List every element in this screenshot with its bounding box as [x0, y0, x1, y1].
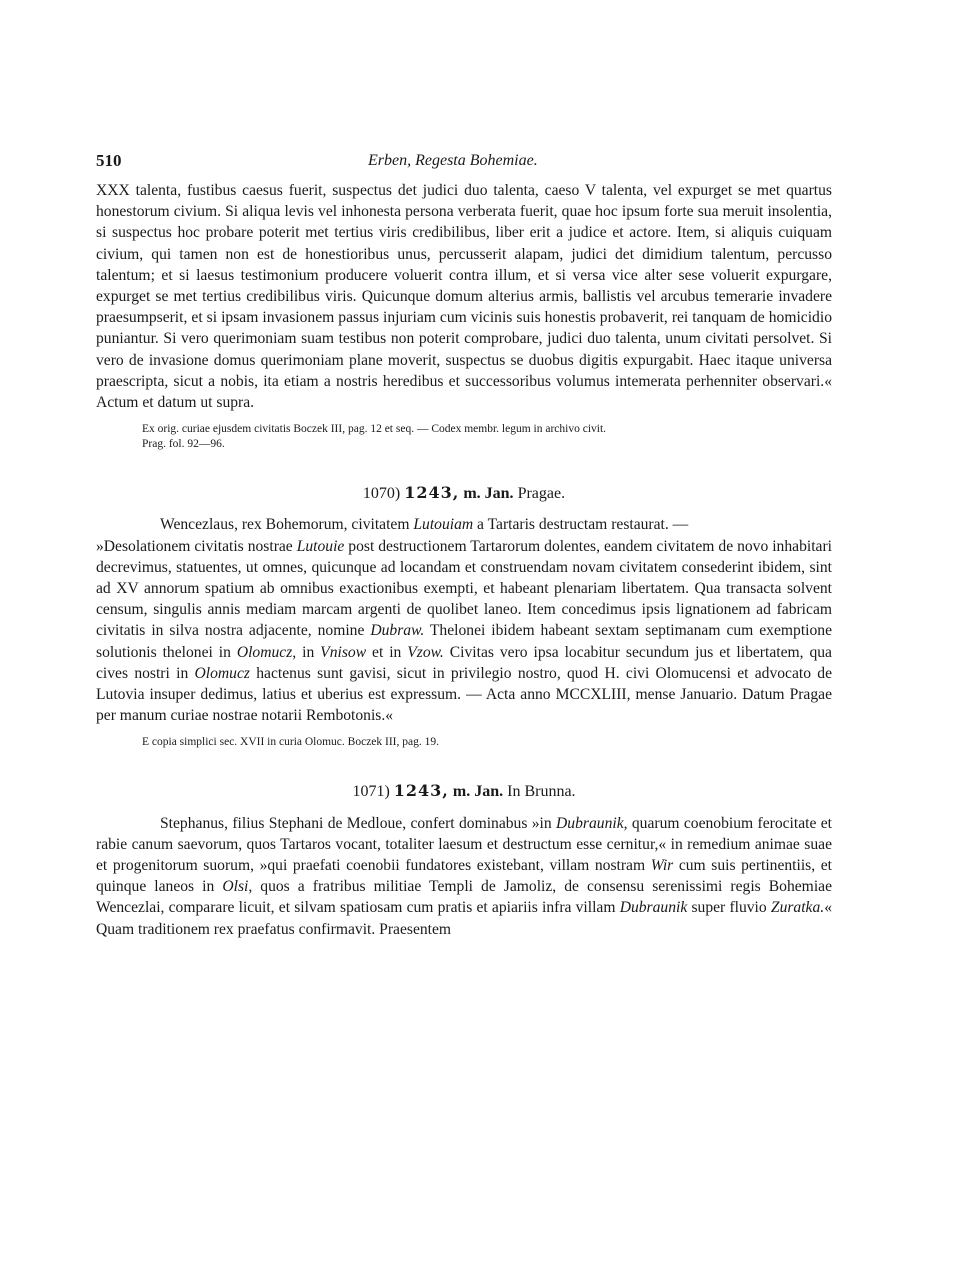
source-line-2: Prag. fol. 92—96.: [142, 438, 225, 451]
entry-1070-source: E copia simplici sec. XVII in curia Olomuc. Boczek III, pag. 19.: [142, 736, 439, 749]
document-page: [96, 150, 832, 940]
entry-year: 1243,: [393, 781, 449, 801]
entry-number: 1071): [352, 783, 390, 801]
entry-place: In Brunna.: [507, 783, 576, 801]
entry-month: m. Jan.: [452, 783, 504, 801]
page-number: 510: [96, 151, 122, 170]
entry-year: 1243,: [404, 483, 460, 503]
intro-source-note: [96, 422, 832, 452]
source-line-1: Ex orig. curiae ejusdem civitatis Boczek III, pag. 12 et seq. — Codex membr. legum in archivo civit.: [142, 423, 607, 436]
entry-1070-summary: Wencezlaus, rex Bohemorum, civitatem Lutouiam a Tartaris destructam restaurat. —: [160, 516, 689, 534]
running-head: Erben, Regesta Bohemiae.: [368, 152, 538, 169]
page-header: [96, 150, 832, 180]
intro-paragraph: XXX talenta, fustibus caesus fuerit, suspectus det judici duo talenta, caeso V talenta, vel expurget se met quartus honestorum civium. Si aliqua levis vel inhonesta persona verberata fuerit, quae hoc ipsum forte sua meruit insolentia, si suspectus hoc probare poterit met tertius viris credibilibus, liber erit a judice et actore. Item, si aliquis cuiquam civium, qui tamen non est de honestioribus unus, percusserit alapam, judici det dimidium talentum, percusso talentum; et si laesus testimonium producere voluerit contra illum, et si versa vice alter sese voluerit expurgare, expurget se met tertius credibilibus viris. Quicunque domum alterius armis, ballistis vel arcubus temerarie invadere praesumpserit, et si ipsam invasionem passus injuriam cum vicinis suis honestis probaverit, rei tanquam de homicidio puniantur. Si vero querimoniam suam testibus non poterit comprobare, judici duo talenta, unum civitati persolvet. Si vero de invasione domus querimoniam plane moverit, suspectus se duobus digitis expurgabit. Haec itaque universa praescripta, sicut a nobis, ita etiam a nostris heredibus et successoribus volumus intemerata perhenniter observari.« Actum et datum ut supra.: [96, 182, 832, 412]
entry-1071-heading: [96, 780, 832, 802]
entry-place: Pragae.: [517, 485, 566, 503]
entry-month: m. Jan.: [463, 485, 514, 503]
entry-number: 1070): [362, 485, 401, 503]
entry-1070-heading: [96, 482, 832, 504]
entry-1071-text: Stephanus, filius Stephani de Medloue, confert dominabus »in Dubraunik, quarum coenobium ferocitate et rabie canum saevorum, quos Tartaros vocant, totaliter laesum et destructum esse cernitur,« in remedium animae suae et progenitorum suorum, »qui praefati coenobii fundatores existebant, villam nostram Wir cum suis pertinentiis, et quinque laneos in Olsi, quos a fratribus militiae Templi de Jamoliz, de consensu serenissimi regis Bohemiae Wencezlai, comparare licuit, et silvam spatiosam cum pratis et apiariis infra villam Dubraunik super fluvio Zuratka.« Quam traditionem rex praefatus confirmavit. Praesentem: [96, 814, 832, 938]
entry-1070-text: »Desolationem civitatis nostrae Lutouie post destructionem Tartarorum dolentes, eandem civitatem de novo inhabitari decrevimus, statuentes, ut omnes, quicunque ad locandam et construendam novam civitatem consederint ibidem, sint ad XV annorum spatium ab omnibus exactionibus exempti, et habeant plenariam libertatem. Qua transacta solvent censum, singulis annis mediam marcam argenti de quolibet laneo. Item concedimus ipsis lignationem ad fabricam civitatis in silva nostra adjacente, nomine Dubraw. Thelonei ibidem habeant sextam septimanam cum exemptione solutionis thelonei in Olomucz, in Vnisow et in Vzow. Civitas vero ipsa locabitur secundum jus et libertatem, qua cives nostri in Olomucz hactenus sunt gavisi, sicut in privilegio nostro, quod H. civi Olomucensi et advocato de Lutovia insuper dedimus, latius et uberius est expressum. — Acta anno MCCXLIII, mense Januario. Datum Pragae per manum curiae nostrae notarii Rembotonis.«: [96, 537, 832, 725]
